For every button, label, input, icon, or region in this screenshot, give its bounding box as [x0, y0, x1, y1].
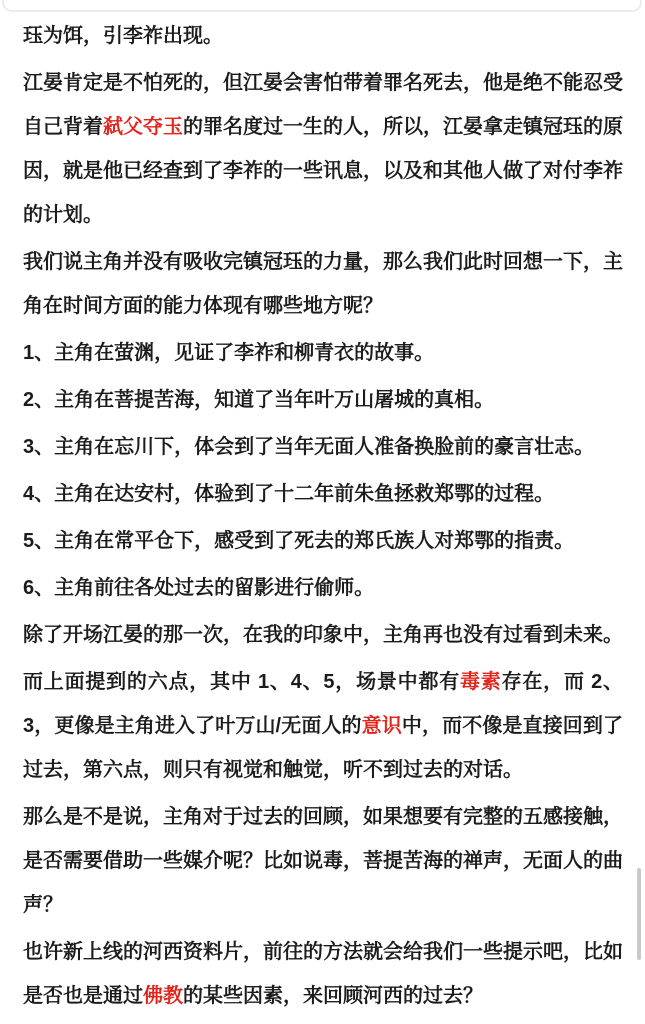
accent-text: 意识: [361, 715, 402, 737]
paragraph: [23, 519, 623, 563]
paragraph: [23, 566, 623, 610]
paragraph: [23, 613, 623, 657]
text-segment: 我们说主角并没有吸收完镇冠珏的力量，那么我们此时回想一下，主角在时间方面的能力体现有哪些地方呢？: [23, 251, 623, 317]
text-segment: 的某些因素，来回顾河西的过去？: [183, 985, 483, 1007]
paragraph: [23, 378, 623, 422]
paragraph: [23, 795, 623, 927]
paragraph: [23, 240, 623, 328]
paragraph: [23, 930, 623, 1018]
paragraph: [23, 14, 623, 58]
accent-text: 佛教: [143, 985, 183, 1007]
text-segment: 1、主角在萤渊，见证了李祚和柳青衣的故事。: [23, 342, 435, 364]
text-segment: 2、主角在菩提苦海，知道了当年叶万山屠城的真相。: [23, 389, 495, 411]
text-segment: 而上面提到的六点，其中 1、4、5，场景中都有: [23, 671, 461, 693]
text-segment: 3、主角在忘川下，体会到了当年无面人准备换脸前的豪言壮志。: [23, 436, 595, 458]
paragraph: [23, 61, 623, 237]
text-segment: 珏为饵，引李祚出现。: [23, 25, 223, 47]
text-segment: 4、主角在达安村，体验到了十二年前朱鱼拯救郑鄂的过程。: [23, 483, 555, 505]
text-segment: 除了开场江晏的那一次，在我的印象中，主角再也没有过看到未来。: [23, 624, 623, 646]
scrollbar-thumb[interactable]: [637, 868, 641, 960]
text-segment: 那么是不是说，主角对于过去的回顾，如果想要有完整的五感接触，是否需要借助一些媒介呢？比如说毒，菩提苦海的禅声，无面人的曲声？: [23, 806, 623, 916]
text-segment: 也许新上线的河西资料片，前往的方法就会给我们一些提示吧，比如是否也是通过: [23, 941, 623, 1007]
text-segment: 存在，而 2、3，更像是主角进入了叶万山/无面人的: [23, 671, 623, 737]
accent-text: 弑父夺玉: [103, 116, 183, 138]
text-segment: 中，而不像是直接回到了过去，第六点，则只有视觉和触觉，听不到过去的对话。: [23, 715, 624, 781]
paragraph: [23, 425, 623, 469]
paragraph: [23, 660, 623, 792]
text-segment: 5、主角在常平仓下，感受到了死去的郑氏族人对郑鄂的指责。: [23, 530, 575, 552]
paragraph: [23, 331, 623, 375]
text-segment: 的罪名度过一生的人，所以，江晏拿走镇冠珏的原因，就是他已经查到了李祚的一些讯息，以及和其他人做了对付李祚的计划。: [23, 116, 623, 226]
text-segment: 江晏肯定是不怕死的，但江晏会害怕带着罪名死去，他是绝不能忍受自己背着: [23, 72, 623, 138]
paragraph: [23, 472, 623, 516]
text-segment: 6、主角前往各处过去的留影进行偷师。: [23, 577, 375, 599]
accent-text: 毒素: [460, 671, 502, 693]
